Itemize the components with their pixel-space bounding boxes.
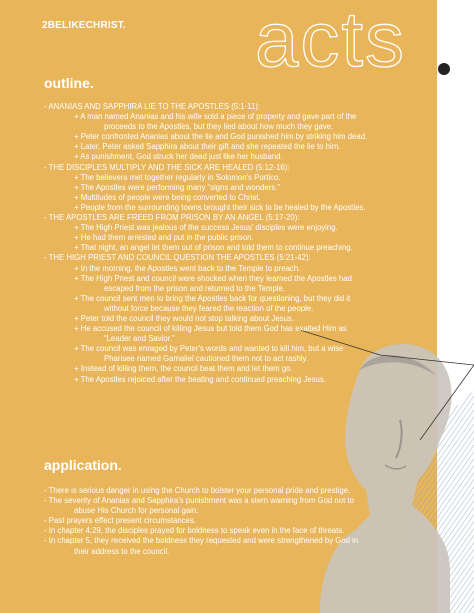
list-item: + Later, Peter asked Sapphira about their gift and she repeated the lie to him. [74,142,341,152]
outline-list [44,102,419,385]
list-item: + In the morning, the Apostles went back to the Temple to preach. [74,263,301,273]
section-title: - THE DISCIPLES MULTIPLY AND THE SICK ARE HEALED (5:12-16): [44,162,290,172]
section-title: - ANANIAS AND SAPPHIRA LIE TO THE APOSTLES (5:1-11): [44,102,261,111]
section-title: - THE HIGH PRIEST AND COUNCIL QUESTION THE APOSTLES (5:21-42): [44,253,311,263]
list-item: + The High Priest was jealous of the success Jesus' disciples were enjoying. [74,223,338,233]
application-heading: application. [44,457,122,473]
outline-heading: outline. [44,75,94,91]
list-item: + Peter confronted Ananias about the lie and God punished him by striking him dead. [74,132,368,142]
section-title: - THE APOSTLES ARE FREED FROM PRISON BY AN ANGEL (5:17-20): [44,213,300,223]
list-item: + The believers met together regularly in Solomon's Portico. [74,172,281,182]
list-item: + The High Priest and council were shocked when they learned the Apostles had escaped from the prison and returned to the Temple. [74,273,352,293]
list-item: + The council sent men to bring the Apostles back for questioning, but they did it without force because they feared the reaction of the people. [74,293,351,313]
list-item: + The council was enraged by Peter's words and wanted to kill him, but a wise Pharisee named Gamaliel cautioned them not to act rashly. [74,344,344,364]
list-item: - Past prayers effect present circumstances. [44,516,196,526]
list-item: + Peter told the council they would not stop talking about Jesus. [74,313,294,323]
list-item: + Instead of killing them, the council beat them and let them go. [74,364,293,374]
page-title: acts [255,0,407,83]
list-item: - In chapter 4:29, the disciples prayed for boldness to speak even in the face of threats. [44,526,345,536]
list-item: + That night, an angel let them out of prison and told them to continue preaching. [74,243,353,253]
title-period-dot [438,63,450,75]
list-item: + He had them arrested and put in the public prison. [74,233,254,243]
list-item: + He accused the council of killing Jesus but told them God has exalted Him as “Leader and Savior.” [74,324,347,344]
brand-logo-text: 2BELIKECHRIST. [42,20,126,31]
list-item: - There is serious danger in using the Church to bolster your personal pride and prestige. [44,486,351,495]
list-item: + Multitudes of people were being converted to Christ. [74,192,261,202]
list-item: + As punishment, God struck her dead just like her husband. [74,152,283,162]
list-item: - The severity of Ananias and Sapphira's punishment was a stern warning from God not to abuse His Church for personal gain. [44,496,354,516]
list-item: + People from the surrounding towns brought their sick to be healed by the Apostles. [74,202,366,212]
list-item: + The Apostles rejoiced after the beating and continued preaching Jesus. [74,374,326,384]
application-list [44,486,419,557]
list-item: + The Apostles were performing many “signs and wonders.” [74,182,280,192]
list-item: - In chapter 5, they received the boldness they requested and were strengthened by God in their address to the council. [44,536,359,556]
list-item: + A man named Ananias and his wife sold a piece of property and gave part of the proceeds to the Apostles, but they lied about how much they gave. [74,112,357,132]
